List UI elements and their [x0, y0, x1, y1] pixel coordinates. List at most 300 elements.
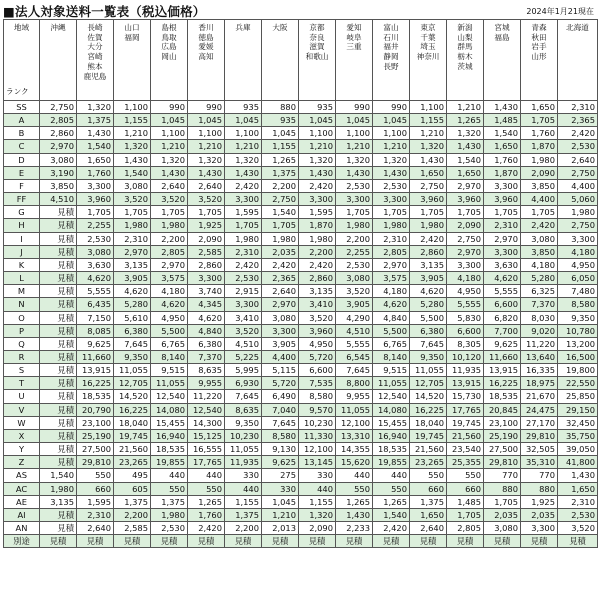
- price-cell: 4,510: [336, 324, 373, 337]
- price-cell: 16,225: [114, 403, 151, 416]
- price-cell: 1,705: [447, 508, 484, 521]
- price-cell: 2,310: [77, 508, 114, 521]
- price-cell: 見積: [40, 429, 77, 442]
- price-cell: 39,050: [558, 443, 598, 456]
- price-cell: 3,135: [410, 258, 447, 271]
- price-cell: 見積: [40, 416, 77, 429]
- price-cell: 1,705: [114, 206, 151, 219]
- price-cell: 2,090: [188, 232, 225, 245]
- rank-cell: Y: [4, 443, 40, 456]
- price-cell: 21,560: [410, 443, 447, 456]
- rank-cell: G: [4, 206, 40, 219]
- price-cell: 1,705: [188, 206, 225, 219]
- price-cell: 10,120: [447, 350, 484, 363]
- price-cell: 10,230: [225, 429, 262, 442]
- price-cell: 6,050: [558, 272, 598, 285]
- price-cell: 12,705: [410, 377, 447, 390]
- price-cell: 1,210: [373, 140, 410, 153]
- price-cell: 1,705: [410, 206, 447, 219]
- table-row: [4, 364, 598, 377]
- price-cell: 3,960: [484, 193, 521, 206]
- price-cell: 18,040: [410, 416, 447, 429]
- price-cell: 20,790: [77, 403, 114, 416]
- price-cell: 5,280: [410, 298, 447, 311]
- price-cell: 3,300: [299, 193, 336, 206]
- price-cell: 2,310: [114, 232, 151, 245]
- price-cell: 23,100: [484, 416, 521, 429]
- price-cell: 1,430: [336, 508, 373, 521]
- price-cell: 1,980: [336, 219, 373, 232]
- price-cell: 2,035: [521, 508, 558, 521]
- price-cell: 12,540: [151, 390, 188, 403]
- price-cell: 9,020: [521, 324, 558, 337]
- price-cell: 8,635: [225, 403, 262, 416]
- price-cell: 1,320: [114, 140, 151, 153]
- table-row: [4, 153, 598, 166]
- price-cell: 見積: [40, 245, 77, 258]
- price-cell: 3,300: [558, 232, 598, 245]
- price-cell: 見積: [188, 535, 225, 548]
- price-cell: 2,750: [40, 101, 77, 114]
- price-cell: 2,200: [262, 179, 299, 192]
- price-cell: 2,750: [558, 166, 598, 179]
- price-cell: 1,925: [521, 495, 558, 508]
- price-cell: 19,745: [114, 429, 151, 442]
- price-cell: 19,855: [373, 456, 410, 469]
- price-cell: 1,210: [262, 508, 299, 521]
- price-cell: 1,540: [373, 508, 410, 521]
- price-cell: 見積: [40, 456, 77, 469]
- region-column-header: [225, 20, 262, 101]
- price-cell: 1,705: [484, 495, 521, 508]
- price-cell: 5,720: [299, 350, 336, 363]
- rank-cell: I: [4, 232, 40, 245]
- price-cell: 12,540: [373, 390, 410, 403]
- price-cell: 3,850: [521, 179, 558, 192]
- price-cell: 見積: [40, 364, 77, 377]
- price-cell: 660: [410, 482, 447, 495]
- table-row: [4, 324, 598, 337]
- price-cell: 2,530: [77, 232, 114, 245]
- price-cell: 2,805: [40, 114, 77, 127]
- price-cell: 見積: [40, 535, 77, 548]
- rank-cell: FF: [4, 193, 40, 206]
- table-row: [4, 114, 598, 127]
- prefecture-name: 愛媛: [198, 42, 214, 52]
- rank-cell: V: [4, 403, 40, 416]
- price-cell: 990: [336, 101, 373, 114]
- price-cell: 2,420: [225, 179, 262, 192]
- price-cell: 11,660: [484, 350, 521, 363]
- price-cell: 2,310: [484, 219, 521, 232]
- price-cell: 4,180: [447, 272, 484, 285]
- price-cell: 1,430: [225, 166, 262, 179]
- prefecture-name: 熊本: [87, 61, 103, 71]
- price-cell: 1,650: [410, 166, 447, 179]
- price-cell: 9,955: [336, 390, 373, 403]
- price-cell: 2,365: [262, 272, 299, 285]
- price-cell: 3,630: [484, 258, 521, 271]
- price-cell: 2,750: [410, 179, 447, 192]
- price-cell: 19,855: [151, 456, 188, 469]
- price-cell: 1,375: [262, 166, 299, 179]
- price-cell: 2,805: [447, 522, 484, 535]
- price-cell: 1,430: [188, 166, 225, 179]
- price-cell: 2,530: [558, 508, 598, 521]
- price-cell: 3,960: [410, 193, 447, 206]
- price-cell: 6,435: [77, 298, 114, 311]
- price-cell: 1,595: [225, 206, 262, 219]
- price-cell: 1,650: [521, 101, 558, 114]
- table-row: [4, 443, 598, 456]
- price-cell: 11,055: [410, 364, 447, 377]
- price-cell: 880: [521, 482, 558, 495]
- price-cell: 1,980: [410, 219, 447, 232]
- price-cell: 990: [151, 101, 188, 114]
- price-cell: 2,530: [151, 522, 188, 535]
- price-cell: 見積: [299, 535, 336, 548]
- price-cell: 25,190: [77, 429, 114, 442]
- price-cell: 990: [188, 101, 225, 114]
- price-cell: 1,100: [299, 127, 336, 140]
- price-cell: 2,420: [188, 522, 225, 535]
- price-cell: 1,540: [77, 140, 114, 153]
- table-row: [4, 469, 598, 482]
- price-cell: 6,380: [114, 324, 151, 337]
- price-cell: 3,410: [299, 298, 336, 311]
- table-row: [4, 232, 598, 245]
- price-cell: 1,320: [299, 153, 336, 166]
- price-cell: 7,480: [558, 285, 598, 298]
- price-cell: 2,805: [151, 245, 188, 258]
- rank-cell: K: [4, 258, 40, 271]
- price-cell: 7,645: [262, 416, 299, 429]
- price-cell: 1,155: [262, 140, 299, 153]
- price-cell: 7,370: [521, 298, 558, 311]
- price-cell: 2,200: [225, 522, 262, 535]
- price-cell: 550: [77, 469, 114, 482]
- price-cell: 16,225: [410, 403, 447, 416]
- price-cell: 2,420: [521, 219, 558, 232]
- region-column-header: [410, 20, 447, 101]
- price-cell: 2,200: [151, 232, 188, 245]
- price-cell: 2,750: [262, 193, 299, 206]
- price-cell: 5,060: [558, 193, 598, 206]
- prefecture-name: 山形: [531, 52, 547, 62]
- price-cell: 2,585: [188, 245, 225, 258]
- price-cell: 14,355: [336, 443, 373, 456]
- price-cell: 12,100: [336, 416, 373, 429]
- price-cell: 1,210: [151, 140, 188, 153]
- price-cell: 4,180: [558, 245, 598, 258]
- price-cell: 18,535: [151, 443, 188, 456]
- price-cell: 1,430: [447, 140, 484, 153]
- price-cell: 1,375: [410, 495, 447, 508]
- rank-cell: T: [4, 377, 40, 390]
- as-of-date: 2024年1月21現在: [526, 7, 594, 16]
- price-cell: 13,310: [336, 429, 373, 442]
- table-row: [4, 495, 598, 508]
- price-cell: 2,233: [336, 522, 373, 535]
- price-cell: 6,765: [151, 337, 188, 350]
- price-cell: 11,935: [225, 456, 262, 469]
- price-cell: 935: [225, 101, 262, 114]
- price-cell: 935: [262, 114, 299, 127]
- price-cell: 880: [262, 101, 299, 114]
- price-cell: 1,595: [299, 206, 336, 219]
- region-column-header: [188, 20, 225, 101]
- region-column-header: [336, 20, 373, 101]
- price-cell: 2,970: [447, 179, 484, 192]
- price-cell: 6,820: [484, 311, 521, 324]
- table-row: [4, 245, 598, 258]
- price-cell: 1,210: [225, 140, 262, 153]
- price-cell: 1,980: [114, 219, 151, 232]
- price-cell: 23,265: [114, 456, 151, 469]
- shipping-fee-table: [3, 19, 598, 548]
- prefecture-name: 鳥取: [161, 32, 177, 42]
- price-cell: 23,540: [447, 443, 484, 456]
- price-cell: 3,080: [40, 153, 77, 166]
- region-column-header: [299, 20, 336, 101]
- price-cell: 16,225: [484, 377, 521, 390]
- region-column-header: [77, 20, 114, 101]
- prefecture-name: 大分: [87, 42, 103, 52]
- price-cell: 3,300: [521, 522, 558, 535]
- price-cell: 1,980: [558, 206, 598, 219]
- table-row: [4, 522, 598, 535]
- price-cell: 3,080: [484, 522, 521, 535]
- prefecture-name: 高知: [198, 52, 214, 62]
- price-cell: 18,535: [77, 390, 114, 403]
- prefecture-name: 山梨: [457, 32, 473, 42]
- rank-label: ランク: [6, 87, 29, 97]
- price-cell: 1,265: [373, 495, 410, 508]
- price-cell: 13,915: [484, 364, 521, 377]
- rank-cell: M: [4, 285, 40, 298]
- price-cell: 2,530: [336, 258, 373, 271]
- rank-cell: 別途: [4, 535, 40, 548]
- price-cell: 1,650: [484, 140, 521, 153]
- price-cell: 11,055: [114, 364, 151, 377]
- price-cell: 1,430: [114, 153, 151, 166]
- price-cell: 2,970: [373, 258, 410, 271]
- rank-cell: U: [4, 390, 40, 403]
- price-cell: 2,310: [558, 101, 598, 114]
- price-cell: 12,705: [114, 377, 151, 390]
- price-cell: 10,230: [299, 416, 336, 429]
- price-cell: 2,310: [373, 232, 410, 245]
- price-cell: 1,870: [484, 166, 521, 179]
- price-cell: 4,620: [77, 272, 114, 285]
- price-cell: 19,745: [410, 429, 447, 442]
- price-cell: 7,370: [188, 350, 225, 363]
- region-rank-header: [4, 20, 40, 101]
- prefecture-name: 島根: [161, 23, 177, 32]
- price-cell: 3,905: [410, 272, 447, 285]
- price-cell: 18,535: [484, 390, 521, 403]
- price-cell: 1,430: [410, 153, 447, 166]
- page-title: ■法人対象送料一覧表（税込価格）: [3, 4, 206, 19]
- price-cell: 16,500: [558, 350, 598, 363]
- price-cell: 16,225: [77, 377, 114, 390]
- price-cell: 3,575: [151, 272, 188, 285]
- table-row: [4, 166, 598, 179]
- price-cell: 1,540: [447, 153, 484, 166]
- price-cell: 1,430: [77, 127, 114, 140]
- prefecture-name: 沖縄: [50, 23, 66, 32]
- region-column-header: [521, 20, 558, 101]
- rank-cell: P: [4, 324, 40, 337]
- price-cell: 4,400: [521, 193, 558, 206]
- price-cell: 1,540: [262, 206, 299, 219]
- price-cell: 見積: [40, 390, 77, 403]
- price-cell: 1,980: [373, 219, 410, 232]
- price-cell: 330: [225, 469, 262, 482]
- price-cell: 15,620: [336, 456, 373, 469]
- price-cell: 1,320: [225, 153, 262, 166]
- price-cell: 7,645: [410, 337, 447, 350]
- price-cell: 1,980: [225, 232, 262, 245]
- price-cell: 2,090: [299, 522, 336, 535]
- table-row: [4, 193, 598, 206]
- rank-cell: L: [4, 272, 40, 285]
- prefecture-name: 群馬: [457, 42, 473, 52]
- price-cell: 1,650: [447, 166, 484, 179]
- price-cell: 1,045: [225, 114, 262, 127]
- price-cell: 19,800: [558, 364, 598, 377]
- price-cell: 1,265: [447, 114, 484, 127]
- price-cell: 見積: [484, 535, 521, 548]
- price-cell: 1,705: [225, 219, 262, 232]
- price-cell: 4,400: [558, 179, 598, 192]
- price-cell: 440: [336, 469, 373, 482]
- price-cell: 1,100: [151, 127, 188, 140]
- price-cell: 5,555: [447, 298, 484, 311]
- price-cell: 13,640: [521, 350, 558, 363]
- price-cell: 5,500: [151, 324, 188, 337]
- price-cell: 1,540: [484, 127, 521, 140]
- price-cell: 1,210: [447, 101, 484, 114]
- price-cell: 5,995: [225, 364, 262, 377]
- price-cell: 1,705: [151, 206, 188, 219]
- price-cell: 2,420: [299, 258, 336, 271]
- price-cell: 2,640: [151, 179, 188, 192]
- price-cell: 3,630: [77, 258, 114, 271]
- price-cell: 6,930: [225, 377, 262, 390]
- table-row: [4, 482, 598, 495]
- rank-cell: D: [4, 153, 40, 166]
- price-cell: 1,045: [336, 114, 373, 127]
- region-column-header: [484, 20, 521, 101]
- price-cell: 3,080: [77, 245, 114, 258]
- price-cell: 1,760: [77, 166, 114, 179]
- price-cell: 見積: [40, 377, 77, 390]
- price-cell: 1,705: [484, 206, 521, 219]
- price-cell: 18,975: [521, 377, 558, 390]
- price-cell: 8,140: [151, 350, 188, 363]
- price-cell: 4,950: [299, 337, 336, 350]
- price-cell: 見積: [558, 535, 598, 548]
- price-cell: 29,150: [558, 403, 598, 416]
- price-cell: 3,850: [521, 245, 558, 258]
- price-cell: 16,940: [373, 429, 410, 442]
- table-row: [4, 535, 598, 548]
- price-cell: 4,620: [114, 285, 151, 298]
- price-cell: 5,555: [484, 285, 521, 298]
- price-cell: 440: [373, 469, 410, 482]
- price-cell: 2,255: [336, 245, 373, 258]
- price-cell: 3,575: [373, 272, 410, 285]
- price-cell: 5,500: [410, 311, 447, 324]
- price-cell: 1,980: [40, 482, 77, 495]
- price-cell: 2,970: [114, 245, 151, 258]
- region-column-header: [373, 20, 410, 101]
- price-cell: 17,765: [188, 456, 225, 469]
- region-column-header: [114, 20, 151, 101]
- price-cell: 13,915: [77, 364, 114, 377]
- rank-cell: AN: [4, 522, 40, 535]
- price-cell: 1,155: [299, 495, 336, 508]
- table-row: [4, 390, 598, 403]
- price-cell: 2,420: [558, 127, 598, 140]
- price-cell: 3,850: [40, 179, 77, 192]
- rank-cell: X: [4, 429, 40, 442]
- price-cell: 25,190: [484, 429, 521, 442]
- price-cell: 4,950: [151, 311, 188, 324]
- prefecture-name: 福岡: [124, 32, 140, 42]
- region-header-row: [4, 20, 598, 101]
- price-cell: 4,840: [188, 324, 225, 337]
- rank-cell: Q: [4, 337, 40, 350]
- price-cell: 1,760: [188, 508, 225, 521]
- rank-cell: F: [4, 179, 40, 192]
- price-cell: 見積: [40, 219, 77, 232]
- price-cell: 24,475: [521, 403, 558, 416]
- prefecture-name: 福島: [494, 32, 510, 42]
- price-cell: 1,320: [447, 127, 484, 140]
- price-cell: 見積: [40, 232, 77, 245]
- table-row: [4, 337, 598, 350]
- prefecture-name: 三重: [346, 42, 362, 52]
- price-cell: 3,190: [40, 166, 77, 179]
- price-cell: 1,540: [40, 469, 77, 482]
- price-cell: 5,610: [114, 311, 151, 324]
- price-cell: 8,305: [447, 337, 484, 350]
- price-cell: 見積: [447, 535, 484, 548]
- price-cell: 5,115: [262, 364, 299, 377]
- price-cell: 11,660: [77, 350, 114, 363]
- price-cell: 4,290: [336, 311, 373, 324]
- price-cell: 1,320: [410, 140, 447, 153]
- price-cell: 見積: [40, 443, 77, 456]
- price-cell: 440: [188, 469, 225, 482]
- price-cell: 3,905: [336, 298, 373, 311]
- price-cell: 8,580: [299, 390, 336, 403]
- price-cell: 1,760: [484, 153, 521, 166]
- prefecture-name: 京都: [309, 23, 325, 32]
- price-cell: 2,013: [262, 522, 299, 535]
- price-cell: 1,540: [114, 166, 151, 179]
- prefecture-name: 秋田: [531, 32, 547, 42]
- table-row: [4, 456, 598, 469]
- rank-cell: Z: [4, 456, 40, 469]
- price-cell: 2,970: [484, 232, 521, 245]
- price-cell: 8,580: [558, 298, 598, 311]
- price-cell: 9,350: [225, 416, 262, 429]
- prefecture-name: 長崎: [87, 23, 103, 32]
- price-cell: 15,730: [447, 390, 484, 403]
